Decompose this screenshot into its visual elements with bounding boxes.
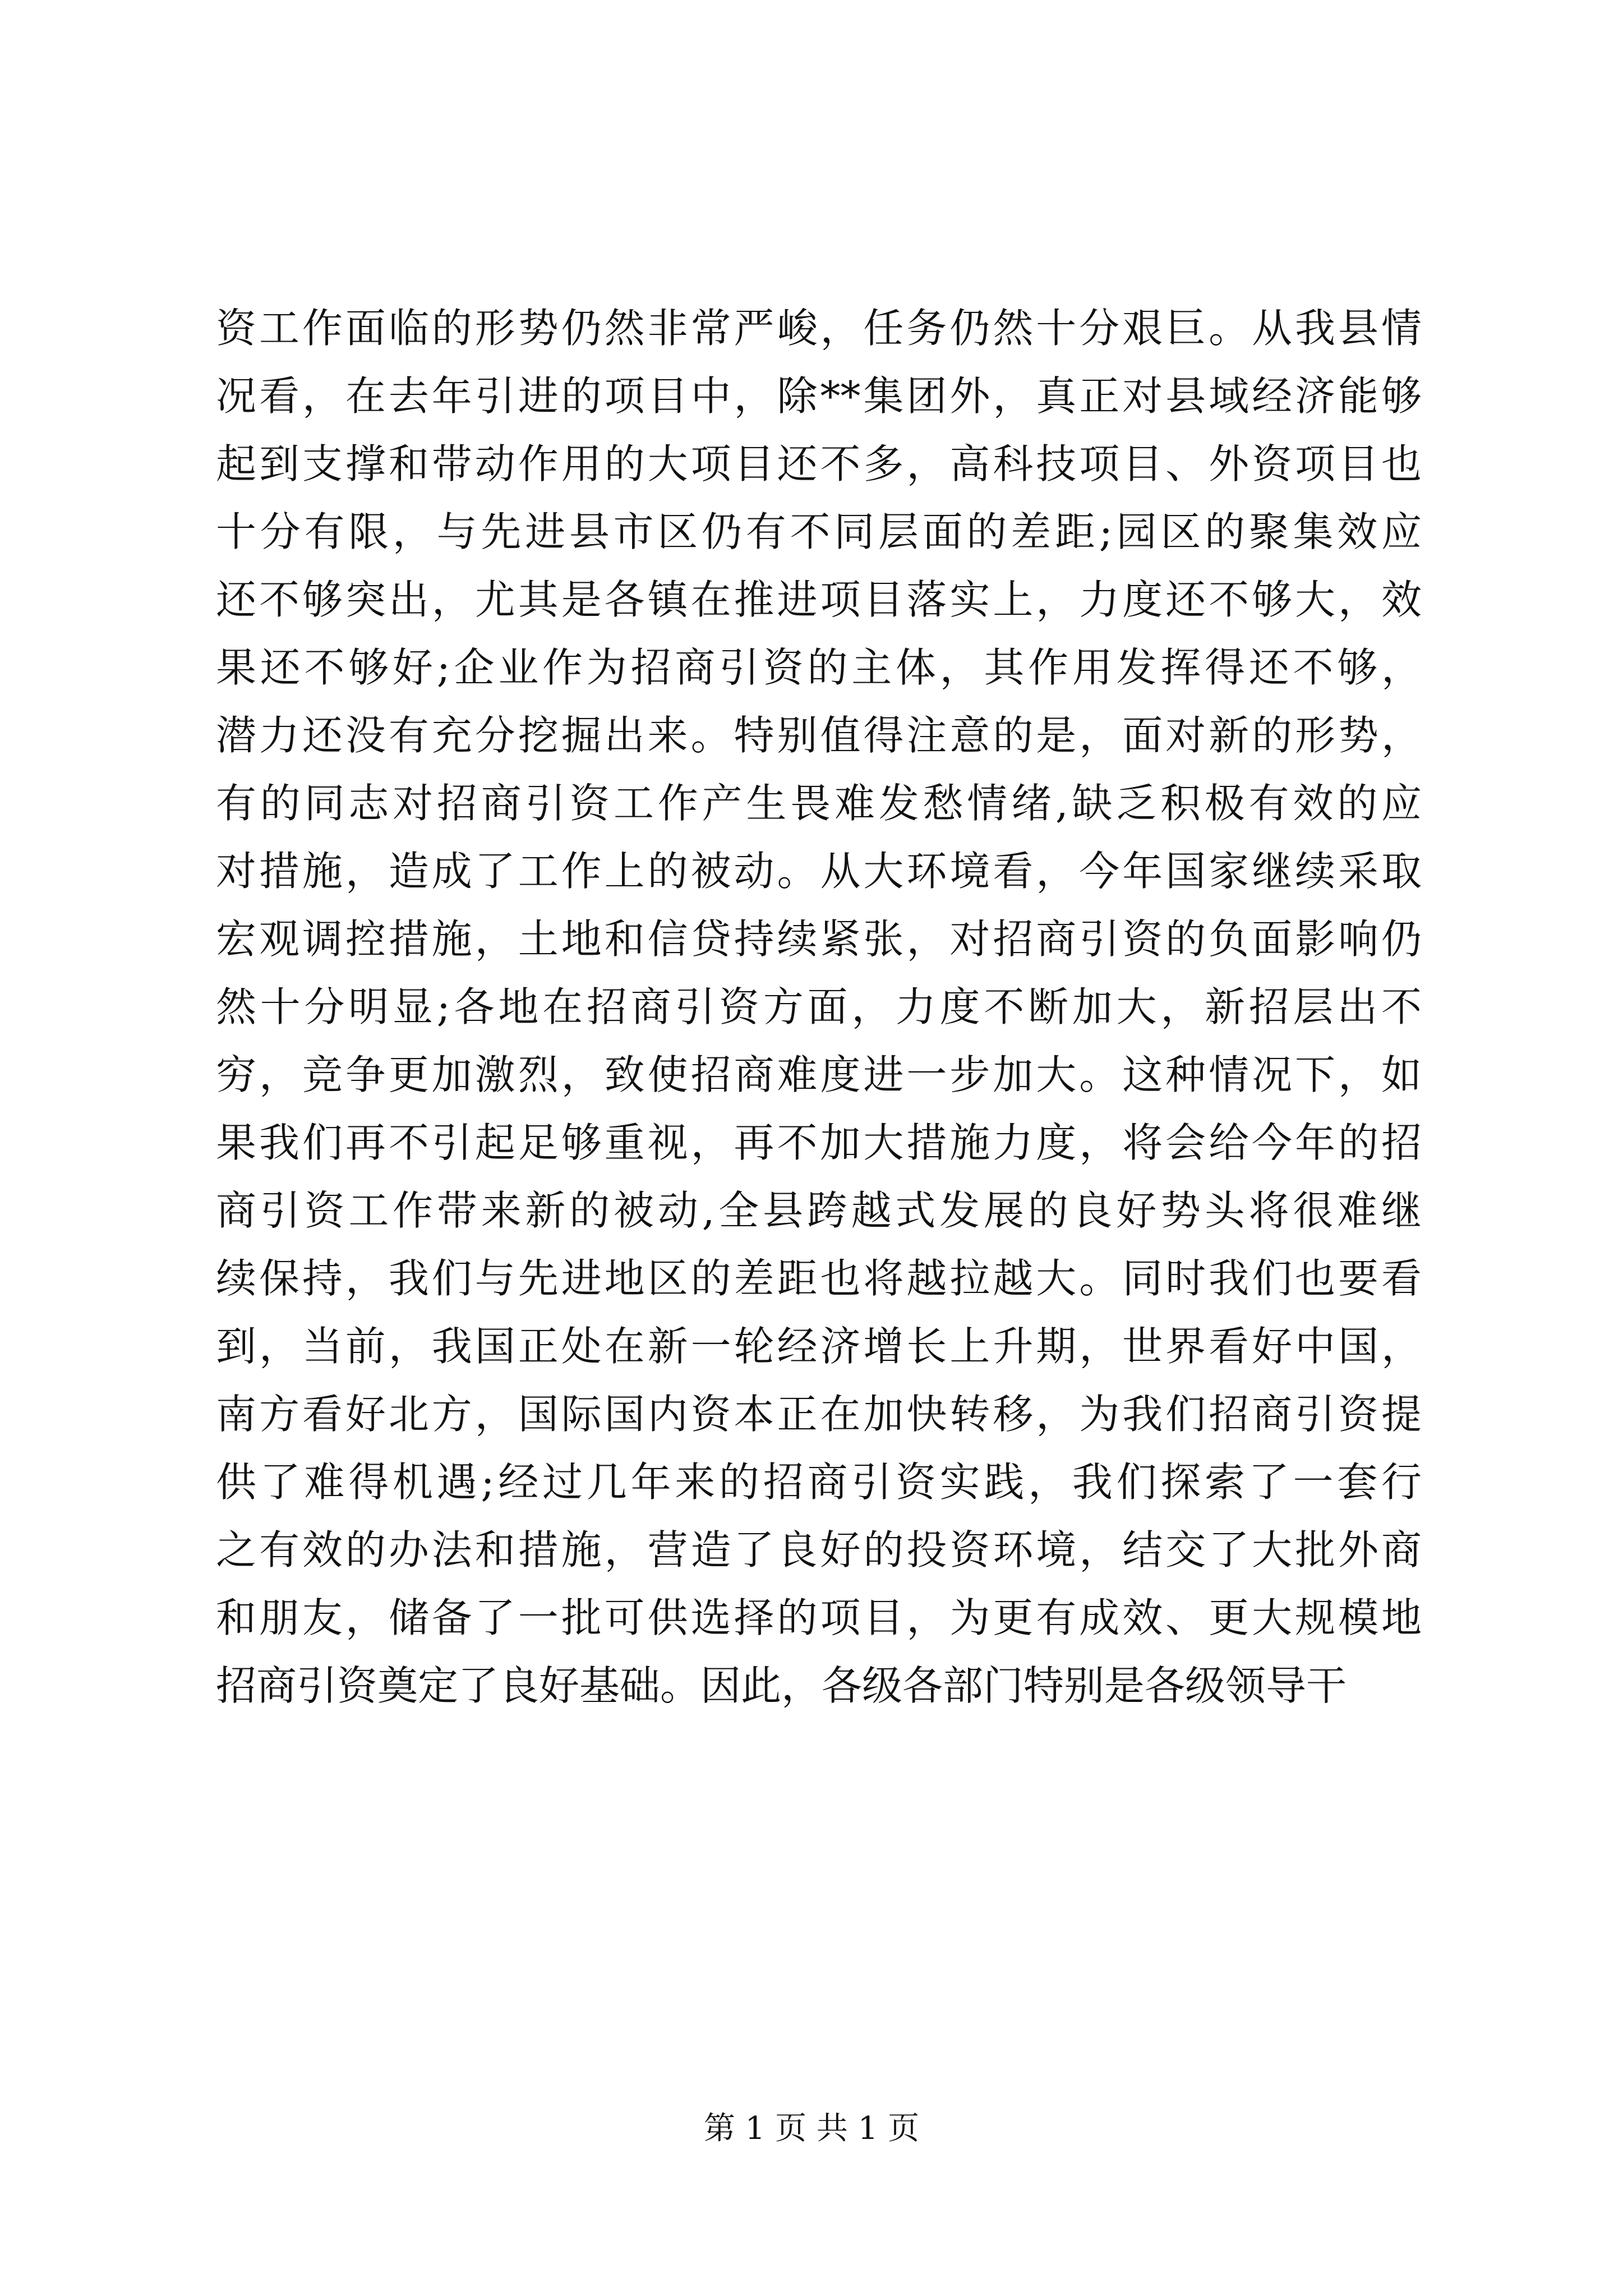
text-line: 穷，竞争更加激烈，致使招商难度进一步加大。这种情况下，如 — [216, 1051, 1422, 1098]
text-line: 宏观调控措施，土地和信贷持续紧张，对招商引资的负面影响仍 — [216, 915, 1422, 963]
text-line: 到，当前，我国正处在新一轮经济增长上升期，世界看好中国， — [216, 1323, 1422, 1370]
text-line: 还不够突出，尤其是各镇在推进项目落实上，力度还不够大，效 — [216, 576, 1422, 623]
text-line: 果我们再不引起足够重视，再不加大措施力度，将会给今年的招 — [216, 1119, 1422, 1166]
text-line: 续保持，我们与先进地区的差距也将越拉越大。同时我们也要看 — [216, 1255, 1422, 1302]
text-line: 商引资工作带来新的被动,全县跨越式发展的良好势头将很难继 — [216, 1187, 1422, 1234]
text-line: 十分有限，与先进县市区仍有不同层面的差距;园区的聚集效应 — [216, 508, 1422, 555]
text-line: 果还不够好;企业作为招商引资的主体，其作用发挥得还不够， — [216, 644, 1422, 691]
body-text — [216, 295, 1422, 1720]
text-line: 有的同志对招商引资工作产生畏难发愁情绪,缺乏积极有效的应 — [216, 780, 1422, 827]
text-line: 潜力还没有充分挖掘出来。特别值得注意的是，面对新的形势， — [216, 712, 1422, 759]
text-line: 和朋友，储备了一批可供选择的项目，为更有成效、更大规模地 — [216, 1594, 1422, 1641]
text-line: 况看，在去年引进的项目中，除**集团外，真正对县域经济能够 — [216, 372, 1422, 420]
text-line: 对措施，造成了工作上的被动。从大环境看，今年国家继续采取 — [216, 848, 1422, 895]
text-line: 南方看好北方，国际国内资本正在加快转移，为我们招商引资提 — [216, 1391, 1422, 1438]
text-line: 之有效的办法和措施，营造了良好的投资环境，结交了大批外商 — [216, 1526, 1422, 1573]
text-line: 资工作面临的形势仍然非常严峻，任务仍然十分艰巨。从我县情 — [216, 305, 1422, 352]
text-line: 供了难得机遇;经过几年来的招商引资实践，我们探索了一套行 — [216, 1458, 1422, 1506]
text-line: 然十分明显;各地在招商引资方面，力度不断加大，新招层出不 — [216, 983, 1422, 1030]
text-line: 起到支撑和带动作用的大项目还不多，高科技项目、外资项目也 — [216, 440, 1422, 487]
page-footer: 第 1 页 共 1 页 — [703, 2110, 920, 2147]
text-line: 招商引资奠定了良好基础。因此，各级各部门特别是各级领导干 — [216, 1662, 1347, 1709]
